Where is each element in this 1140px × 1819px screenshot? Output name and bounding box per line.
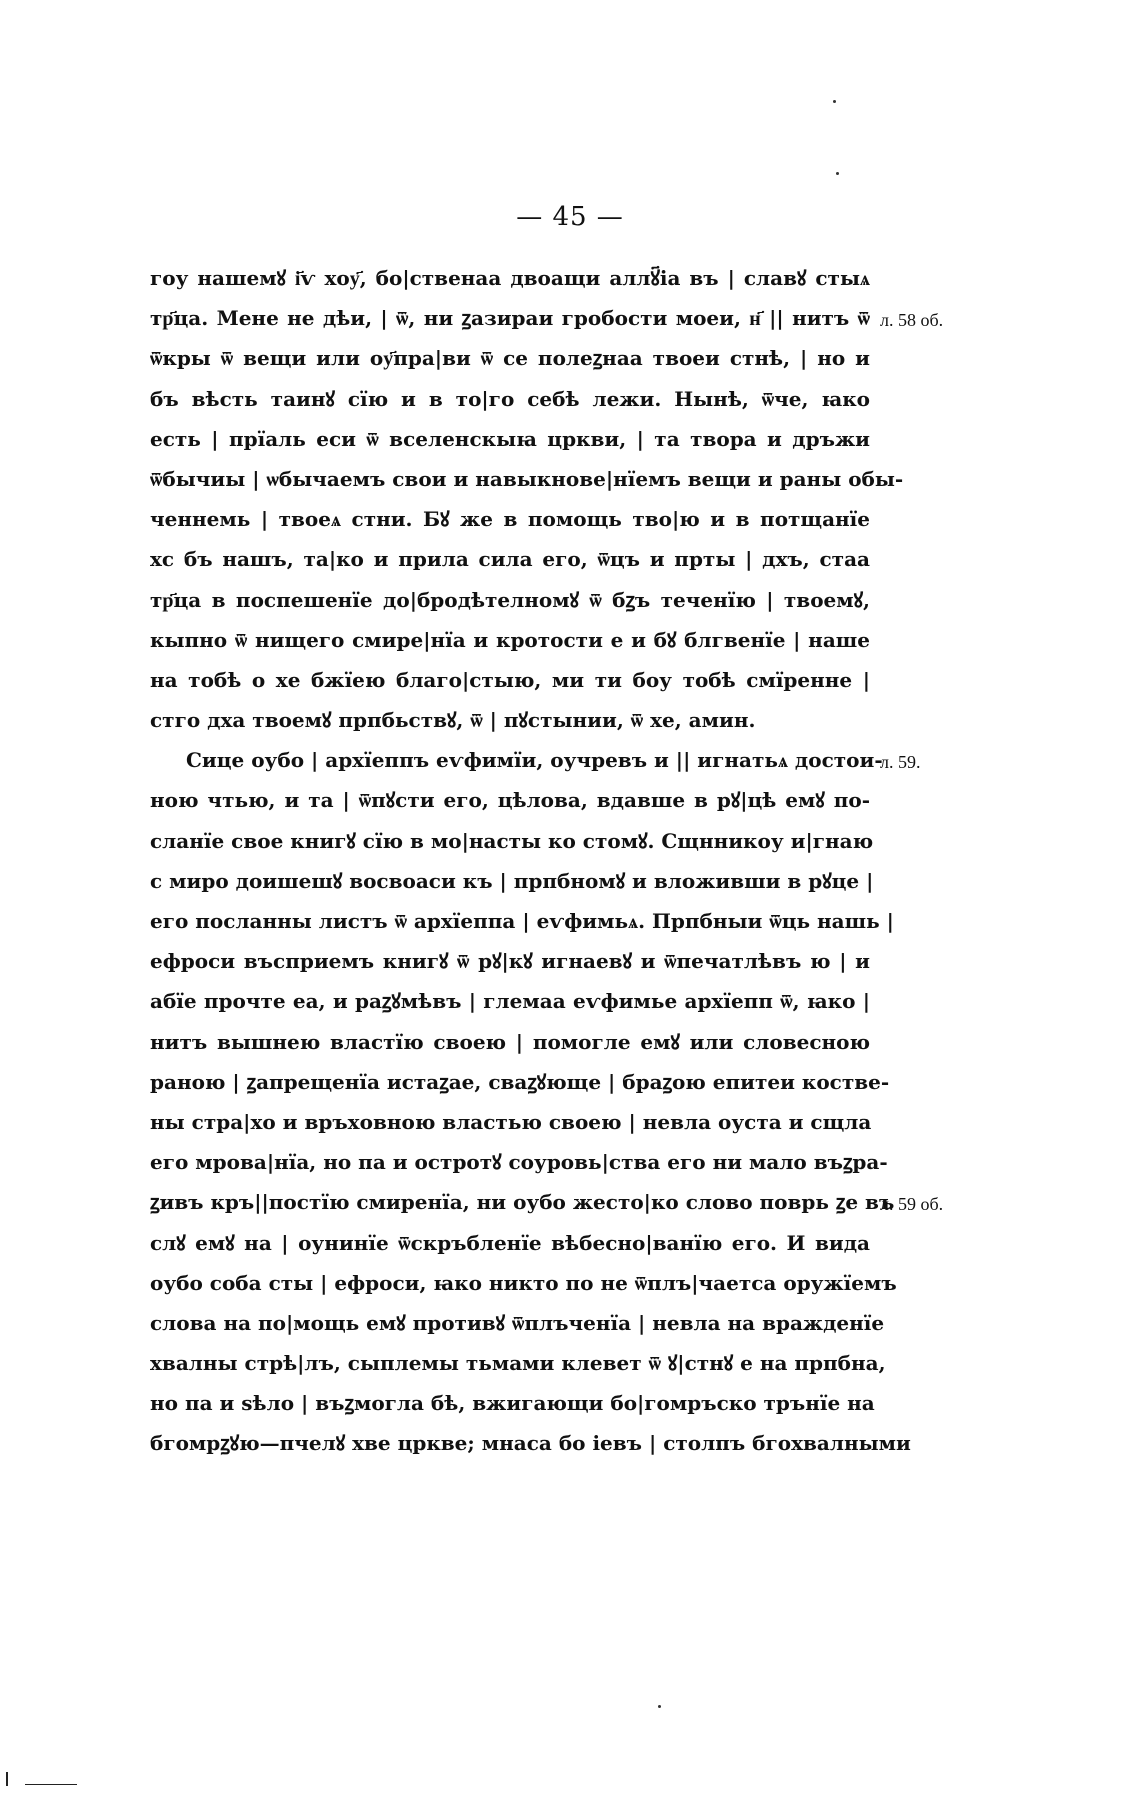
text-line: нитъ вышнею властїю своею | помогле емꙋ или словесною	[150, 1029, 870, 1054]
text-line: ѿбычиы | ѡбычаемъ свои и навыкнове|нїемъ вещи и раны обы-	[150, 466, 904, 491]
margin-note-folio: л. 59 об.	[880, 1194, 944, 1214]
text-line: ченнемь | твоеѧ стни. Бꙋ же в помощь тво|ю и в потщанїе	[150, 507, 870, 532]
text-line: раною | ꙁапрещенїа истаꙁае, сваꙁꙋюще | браꙁою епитеи костве-	[150, 1069, 890, 1094]
page-number: — 45 —	[516, 202, 624, 232]
text-line: ꙁивъ кръ||постїю смиренїа, ни оубо жесто|ко слово поврь ꙁе въ	[150, 1190, 895, 1215]
text-line: ѿкры ѿ вещи или оу҃пра|ви ѿ се полеꙁнаа твоеи стнѣ, | но и	[150, 346, 870, 371]
text-line: тр҃ца. Мене не дѣи, | ѿ, ни ꙁазираи гробости моеи, н҃ || нитъ ѿ	[150, 306, 870, 331]
text-line: есть | прїаль еси ѿ вселенскыꙗ цркви, | та твора и дръжи	[150, 426, 870, 451]
text-line: хс бъ нашъ, та|ко и прила сила его, ѿцъ и прты | дхъ, стаа	[150, 547, 870, 572]
text-line: гоу нашемꙋ і҃ѵ хоу҃, бо|ственаа двоащи аллꙋ҃іа въ | славꙋ стыѧ	[150, 266, 870, 290]
text-line: Сице оубо | архїеппъ еѵфимїи, оучревъ и || игнатьѧ достои-	[186, 748, 883, 773]
margin-note-folio: л. 59.	[880, 752, 921, 772]
scan-speck	[658, 1705, 661, 1708]
text-line: тр҃ца в поспешенїе до|бродѣтелномꙋ ѿ бꙁъ теченїю | твоемꙋ,	[150, 587, 870, 612]
margin-note-folio: л. 58 об.	[880, 310, 944, 330]
text-line: стго дха твоемꙋ прпбьствꙋ, ѿ | пꙋстынии, ѿ хе, амин.	[150, 708, 756, 733]
text-line: ны стра|хо и връховною властью своею | невла оуста и сщла	[150, 1109, 872, 1134]
text-line: хвалны стрѣ|лъ, сыплемы тьмами клевет ѿ ꙋ|стнꙋ е на прпбна,	[150, 1351, 886, 1376]
text-line: кыпно ѿ нищего смире|нїа и кротости е и бꙋ блгвенїе | наше	[150, 627, 870, 652]
text-line: с миро доишешꙋ восвоаси къ | прпбномꙋ и вложивши в рꙋце |	[150, 868, 874, 893]
scan-speck	[836, 172, 839, 175]
text-line: бгомрꙁꙋю—пчелꙋ хве цркве; мнаса бо іевъ | столпъ бгохвалными	[150, 1431, 911, 1456]
text-line: ефроси въсприемъ книгꙋ ѿ рꙋ|кꙋ игнаевꙋ и ѿпечатлѣвъ ю | и	[150, 949, 870, 974]
text-line: сланїе свое книгꙋ сїю в мо|насты ко стомꙋ. Сщнникоу и|гнаю	[150, 828, 874, 853]
text-line: на тобѣ о хе бжїею благо|стыю, ми ти боу тобѣ смїренне |	[150, 667, 870, 692]
text-line: слова на по|мощь емꙋ противꙋ ѿплъченїа | невла на вражденїе	[150, 1310, 885, 1335]
text-line: слꙋ емꙋ на | оунинїе ѿскръбленїе вѣбесно|ванїю его. И вида	[150, 1230, 870, 1255]
text-line: абїе прочте еа, и раꙁꙋмѣвъ | глемаа еѵфимье архїепп ѿ, ꙗко |	[150, 989, 870, 1014]
text-line: но па и ѕѣло | въꙁмогла бѣ, вжигающи бо|гомръско трънїе на	[150, 1391, 875, 1416]
scan-edge-mark	[6, 1772, 8, 1786]
text-line: его мрова|нїа, но па и остротꙋ соуровь|ства его ни мало въꙁра-	[150, 1150, 888, 1175]
text-line: его посланны листъ ѿ архїеппа | еѵфимьѧ. Прпбныи ѿць нашь |	[150, 909, 894, 933]
footer-rule	[25, 1784, 77, 1785]
scan-speck	[833, 100, 836, 103]
text-line: ною чтью, и та | ѿпꙋсти его, цѣлова, вдавше в рꙋ|цѣ емꙋ по-	[150, 788, 870, 813]
text-line: бъ вѣсть таинꙋ сїю и в то|го себѣ лежи. Нынѣ, ѿче, ꙗко	[150, 386, 870, 411]
text-line: оубо соба сты | ефроси, ꙗко никто по не ѿплъ|чаетса оружїемъ	[150, 1270, 897, 1295]
